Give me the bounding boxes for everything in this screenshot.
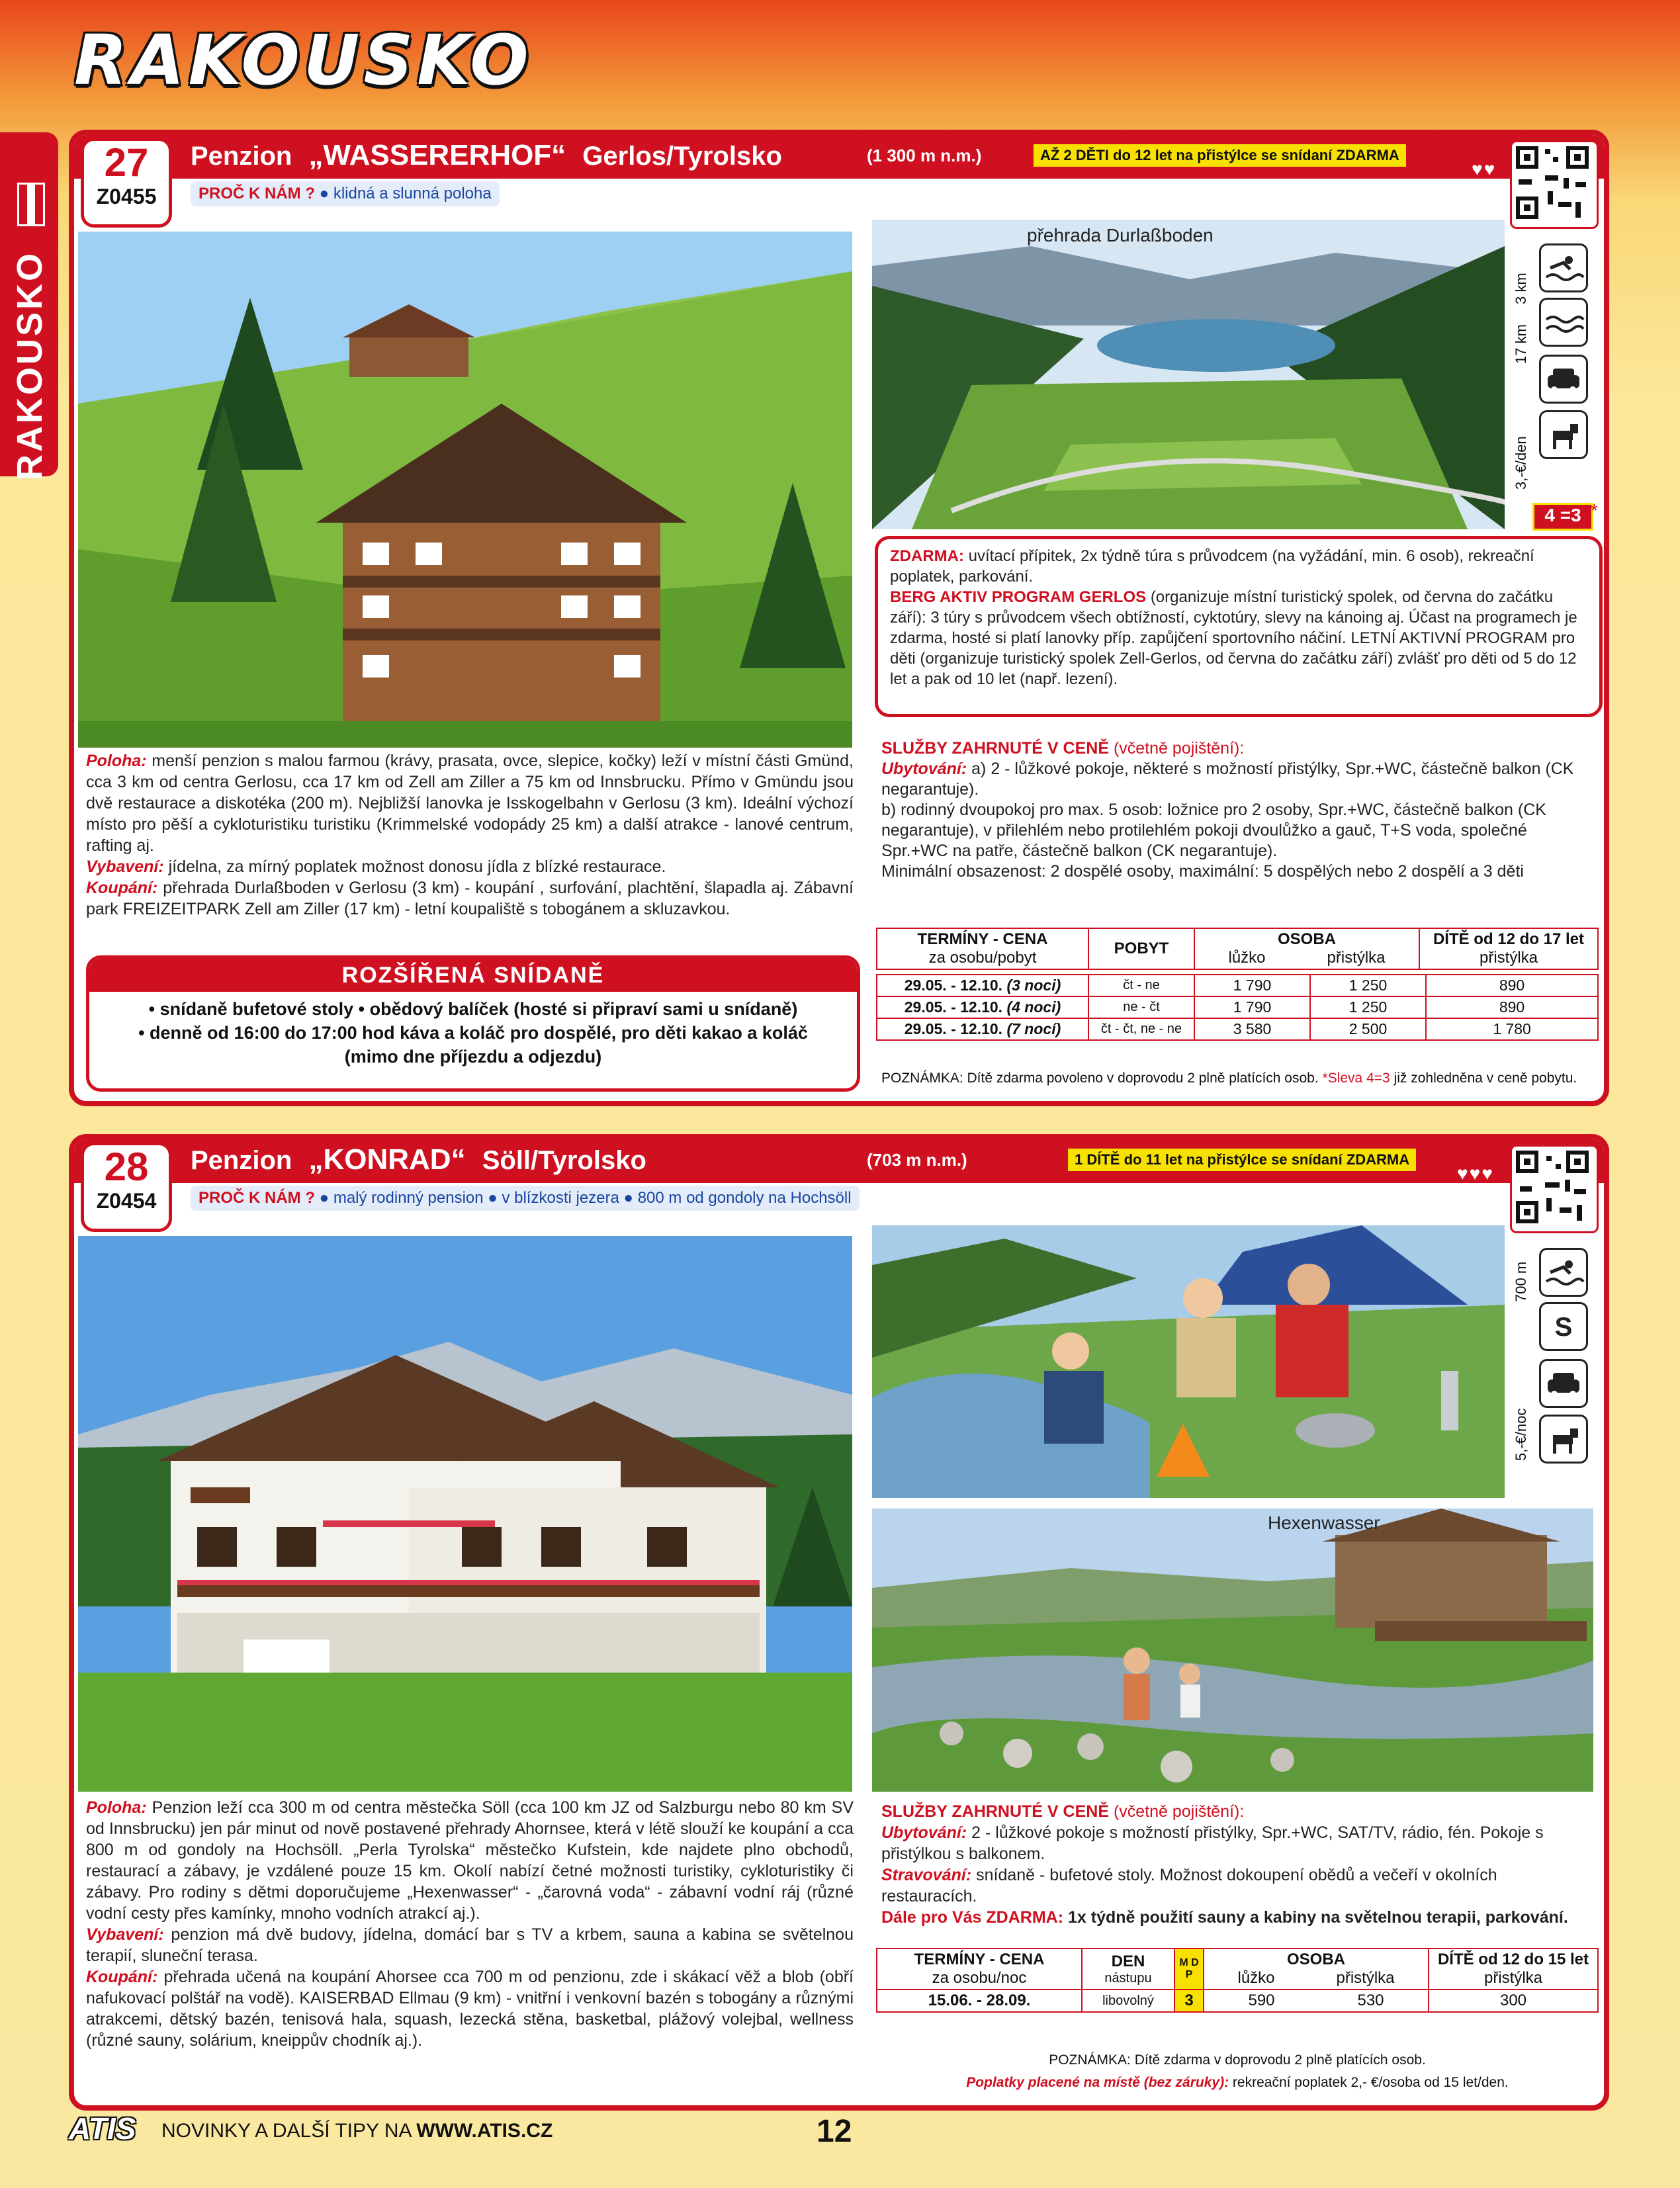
poloha-text: Penzion leží cca 300 m od centra městečka Söll (cca 100 km JZ od Salzburgu nebo 80 km SV od Innsbrucku) jen pár minut od nově postavené přehrady Ahornsee, která v létě slouží ke koupání a cca 800 m od gondoly na Hochsöll. „Perla Tyrolska“ městečko Kufstein, kde najdete plno obchodů, restaurací a zábavy, je vzdálené pouze 15 km. Okolí nabízí četné možnosti turistiky, cykloturistiky či zábavy. Pro rodiny s dětmi doporučujeme „Hexenwasser“ - „čarovná voda“ - zábavní vodní ráj (různé vodní cesty přes kamínky, mnoho vodních atrakcí aj.).	[86, 1798, 854, 1923]
footer	[69, 2111, 1599, 2164]
row-mdp: 3	[1174, 1990, 1204, 2012]
stravovani-text: snídaně - bufetové stoly. Možnost dokoupení obědů a večeří v okolních restauracích.	[881, 1866, 1497, 1905]
row-pristylka: 1 250	[1310, 975, 1426, 996]
koupani-label: Koupání:	[86, 879, 158, 897]
parking-price-label: 5,-€/noc	[1513, 1408, 1529, 1461]
row-luzko: 1 790	[1194, 975, 1310, 996]
amenity-icons	[1505, 232, 1597, 543]
poloha-text: menší penzion s malou farmou (krávy, prasata, ovce, slepice, kočky) leží v místní části Gmünd, cca 3 km od centra Gerlosu, cca 17 km od Zell am Ziller a 75 km od Innsbrucku. Přímo v Gmündu jsou dvě restaurace a diskotéka (200 m). Nejbližší lanovka je Isskogelbahn v Gerlosu (3 km). Ideální výchozí místo pro pěší a cykloturistiku turistiku (Krimmelské vodopády 25 km) a další atrakce - lanové centrum, rafting aj.	[86, 752, 854, 855]
ubytovani-text: 2 - lůžkové pokoje s možností přistýlky, Spr.+WC, SAT/TV, rádio, fén. Pokoje s přistýlkou s balkonem.	[881, 1823, 1544, 1863]
hotel-photo	[78, 1236, 852, 1792]
col-den-sub: nástupu	[1104, 1970, 1152, 1986]
altitude: (703 m n.m.)	[867, 1150, 967, 1170]
row-nights: (3 noci)	[1006, 977, 1061, 994]
hotel-name: „KONRAD“	[308, 1143, 466, 1176]
zdarma-text: uvítací přípitek, 2x týdně túra s průvodcem (na vyžádání, min. 6 osob), rekreační poplatek, parkování.	[890, 547, 1534, 586]
zdarma-label: ZDARMA:	[890, 547, 964, 565]
offer-number-box	[81, 138, 172, 228]
services-title: SLUŽBY ZAHRNUTÉ V CENĚ	[881, 739, 1110, 758]
breakfast-lines	[89, 992, 857, 1069]
col-osoba: OSOBA	[1277, 930, 1336, 948]
row-pristylka: 530	[1357, 1991, 1384, 2009]
row-term: 15.06. - 28.09.	[877, 1990, 1082, 2012]
row-pristylka: 1 250	[1310, 996, 1426, 1018]
svg-text:S: S	[1554, 1313, 1573, 1342]
hotel-prefix: Penzion	[191, 142, 292, 171]
offer-number: 27	[104, 140, 149, 185]
atis-logo: ATIS	[69, 2111, 136, 2146]
row-term: 29.05. - 12.10.	[904, 998, 1003, 1016]
footer-text: NOVINKY A DALŠÍ TIPY NA	[161, 2120, 411, 2142]
rating-hearts: ♥♥	[1472, 159, 1497, 179]
koupani-text: přehrada učená na koupání Ahorsee cca 700 m od penzionu, zde i skákací věž a blob (obří nafukovací polštář na vodě). KAISERBAD Ellmau (9 km) - vnitřní i venkovní bazén s tobogány a různými atrakcemi, dětský bazén, tenisová hala, squash, lezecká stěna, basketbal, plážový volejbal, wellness (různé sauny, solárium, kneippův chodník aj.).	[86, 1968, 854, 2050]
vybaveni-label: Vybavení:	[86, 857, 164, 876]
altitude: (1 300 m n.m.)	[867, 146, 982, 165]
hotel-name: „WASSERERHOF“	[308, 139, 566, 171]
row-pobyt: ne - čt	[1088, 996, 1194, 1018]
free-extras-text	[890, 546, 1585, 689]
breakfast-line: • snídaně bufetové stoly • obědový balíček (hosté si připraví sami u snídaně)	[148, 999, 798, 1019]
price-table-wrap	[876, 928, 1599, 1041]
poloha-label: Poloha:	[86, 752, 147, 770]
col-term-sub: za osobu/noc	[932, 1969, 1027, 1987]
col-luzko: lůžko	[1228, 949, 1266, 967]
description-left	[86, 750, 854, 920]
row-luzko: 1 790	[1194, 996, 1310, 1018]
fees-label: Poplatky placené na místě (bez záruky):	[966, 2075, 1229, 2090]
breakfast-line: • denně od 16:00 do 17:00 hod káva a koláč pro dospělé, pro děti kakao a koláč	[138, 1023, 808, 1043]
services-note: (včetně pojištění):	[1113, 1802, 1245, 1821]
koupani-text: přehrada Durlaßboden v Gerlosu (3 km) - koupání , surfování, plachtění, šlapadla aj. Zábavní park FREIZEITPARK Zell am Ziller (17 km) - letní koupaliště s tobogánem a skluzavkou.	[86, 879, 854, 918]
distance-beach-label: 3 km	[1513, 273, 1529, 304]
austria-flag-icon	[17, 183, 45, 226]
vybaveni-label: Vybavení:	[86, 1925, 164, 1944]
sauna-icon	[1539, 1302, 1588, 1351]
breakfast-box	[86, 955, 860, 1092]
services-note: (včetně pojištění):	[1113, 739, 1245, 758]
distance-beach-label: 700 m	[1513, 1261, 1529, 1302]
price-table-body	[876, 974, 1599, 1041]
swimming-icon	[1539, 243, 1588, 292]
berg-text: (organizuje místní turistický spolek, od června do začátku září): 3 túry s průvodcem všech obtížností, cyktotúry, slevy na kánoing aj. Účast na programech je zdarma, hosté si platí lanovky příp. zapůjčení sportovního náčiní. LETNÍ AKTIVNÍ PROGRAM pro děti (organizuje turistický spolek Zell-Gerlos, od června do začátku září) zvlášť pro děti od 5 do 12 let a pak od 10 let (např. lezení).	[890, 588, 1577, 688]
footer-url[interactable]: WWW.ATIS.CZ	[416, 2120, 553, 2142]
row-luzko: 3 580	[1194, 1018, 1310, 1040]
col-deti: DÍTĚ od 12 do 17 let	[1433, 930, 1585, 948]
col-term: TERMÍNY - CENA	[914, 1950, 1045, 1968]
col-den: DEN	[1111, 1952, 1145, 1970]
row-term: 29.05. - 12.10.	[904, 1020, 1003, 1037]
fees-note	[876, 2075, 1599, 2091]
why-us-bar	[191, 1186, 860, 1211]
lake-photo	[872, 220, 1505, 529]
qr-code-icon[interactable]	[1510, 140, 1599, 229]
why-us-items: ● klidná a slunná poloha	[319, 185, 492, 202]
table-note: POZNÁMKA: Dítě zdarma v doprovodu 2 plně platících osob.	[1049, 2052, 1426, 2068]
row-dite: 1 780	[1426, 1018, 1598, 1040]
price-table	[876, 928, 1599, 970]
why-us-label: PROČ K NÁM ?	[199, 185, 315, 202]
hotel-photo	[78, 232, 852, 748]
pool-icon	[1539, 298, 1588, 347]
price-table	[876, 1948, 1599, 2013]
col-luzko: lůžko	[1237, 1969, 1275, 1987]
dale-label: Dále pro Vás ZDARMA:	[881, 1908, 1064, 1927]
amenity-icons	[1505, 1236, 1597, 1501]
hexenwasser-caption: Hexenwasser	[1268, 1512, 1380, 1533]
offer-code: Z0454	[96, 1189, 157, 1213]
col-pobyt: POBYT	[1088, 928, 1194, 969]
occupancy: Minimální obsazenost: 2 dospělé osoby, maximální: 5 dospělých nebo 2 dospělí a 3 děti	[881, 862, 1524, 881]
row-dite: 300	[1429, 1990, 1598, 2012]
row-den: libovolný	[1082, 1990, 1174, 2012]
note-discount: *Sleva 4=3	[1322, 1071, 1390, 1086]
col-term-sub: za osobu/pobyt	[928, 949, 1037, 967]
hotel-prefix: Penzion	[191, 1146, 292, 1175]
hotel-title	[191, 1143, 646, 1176]
breakfast-line: (mimo dne příjezdu a odjezdu)	[344, 1047, 602, 1067]
col-osoba: OSOBA	[1286, 1950, 1345, 1968]
koupani-label: Koupání:	[86, 1968, 158, 1986]
rating-hearts: ♥♥♥	[1457, 1163, 1494, 1184]
berg-label: BERG AKTIV PROGRAM GERLOS	[890, 588, 1147, 606]
services-block	[881, 1801, 1596, 1928]
row-nights: (7 nocí)	[1006, 1020, 1061, 1037]
footer-promo	[161, 2120, 553, 2142]
offer-card-konrad	[69, 1134, 1609, 2111]
discount-star: *	[1591, 500, 1598, 521]
col-deti-sub: přistýlka	[1483, 1969, 1543, 1987]
promo-badge: AŽ 2 DĚTI do 12 let na přistýlce se snídaní ZDARMA	[1032, 143, 1407, 168]
col-deti: DÍTĚ od 12 do 15 let	[1437, 1950, 1589, 1968]
col-pristylka: přistýlka	[1336, 1969, 1395, 1987]
col-pristylka: přistýlka	[1327, 949, 1386, 967]
vybaveni-text: jídelna, za mírný poplatek možnost donosu jídla z blízké restaurace.	[168, 857, 666, 876]
services-block	[881, 738, 1596, 882]
table-row	[877, 975, 1598, 996]
vybaveni-text: penzion má dvě budovy, jídelna, domácí bar s TV a krbem, sauna a kabina se světelnou terapií, sluneční terasa.	[86, 1925, 854, 1965]
qr-code-icon[interactable]	[1510, 1145, 1599, 1233]
table-row	[877, 1990, 1598, 2012]
col-deti-sub: přistýlka	[1479, 949, 1538, 967]
side-tab-label: RAKOUSKO	[10, 250, 50, 480]
row-nights: (4 noci)	[1006, 998, 1061, 1016]
dale-text: 1x týdně použití sauny a kabiny na světelnou terapii, parkování.	[1068, 1908, 1568, 1927]
row-term: 29.05. - 12.10.	[904, 977, 1003, 994]
promo-badge: 1 DÍTĚ do 11 let na přistýlce se snídaní ZDARMA	[1067, 1147, 1417, 1172]
ubytovani-a: a) 2 - lůžkové pokoje, některé s možností přistýlky, Spr.+WC, částečně balkon (CK negarantuje).	[881, 760, 1574, 799]
price-table-wrap	[876, 1948, 1599, 2013]
stravovani-label: Stravování:	[881, 1866, 972, 1884]
services-title: SLUŽBY ZAHRNUTÉ V CENĚ	[881, 1802, 1110, 1821]
row-dite: 890	[1426, 996, 1598, 1018]
dog-allowed-icon	[1539, 410, 1588, 459]
page-number: 12	[817, 2114, 852, 2149]
country-side-tab	[0, 132, 58, 480]
table-note	[881, 1071, 1596, 1086]
car-parking-icon	[1539, 355, 1588, 404]
table-row	[877, 1018, 1598, 1040]
col-mdp: M D P	[1174, 1948, 1204, 1990]
why-us-bar	[191, 181, 500, 206]
page-title: RAKOUSKO	[74, 20, 533, 101]
ubytovani-label: Ubytování:	[881, 760, 967, 778]
hotel-title	[191, 139, 782, 172]
fees-text: rekreační poplatek 2,- €/osoba od 15 let/den.	[1232, 2075, 1509, 2090]
hotel-location: Gerlos/Tyrolsko	[582, 142, 782, 171]
note-text: POZNÁMKA: Dítě zdarma povoleno v doprovodu 2 plně platících osob.	[881, 1071, 1319, 1086]
why-us-label: PROČ K NÁM ?	[199, 1189, 315, 1207]
distance-pool-label: 17 km	[1513, 324, 1529, 364]
car-parking-icon	[1539, 1359, 1588, 1408]
breakfast-title: ROZŠÍŘENÁ SNÍDANĚ	[89, 959, 857, 992]
row-luzko: 590	[1248, 1991, 1275, 2009]
table-row	[877, 996, 1598, 1018]
row-pobyt: čt - čt, ne - ne	[1088, 1018, 1194, 1040]
why-us-items: ● malý rodinný pension ● v blízkosti jezera ● 800 m od gondoly na Hochsöll	[319, 1189, 852, 1207]
ubytovani-b: b) rodinný dvoupokoj pro max. 5 osob: ložnice pro 2 osoby, Spr.+WC, částečně balkon (CK negarantuje), v přilehlém nebo protilehlém pokoji dvoulůžko a gauč, T+S voda, společné Spr.+WC na patře, částečně balkon (CK negarantuje).	[881, 801, 1546, 860]
swimming-icon	[1539, 1248, 1588, 1297]
offer-code: Z0455	[96, 185, 157, 208]
lake-photo-caption: přehrada Durlaßboden	[1027, 225, 1214, 245]
offer-number-box	[81, 1142, 172, 1232]
row-dite: 890	[1426, 975, 1598, 996]
ubytovani-label: Ubytování:	[881, 1823, 967, 1842]
offer-card-wassererhof	[69, 130, 1609, 1106]
row-pristylka: 2 500	[1310, 1018, 1426, 1040]
offer-number: 28	[104, 1145, 149, 1189]
row-osoba	[1204, 1990, 1429, 2012]
parking-price-label: 3,-€/den	[1513, 436, 1529, 490]
hotel-location: Söll/Tyrolsko	[482, 1146, 646, 1175]
description-left	[86, 1797, 854, 2051]
row-pobyt: čt - ne	[1088, 975, 1194, 996]
hexenwasser-photo	[872, 1509, 1593, 1792]
poloha-label: Poloha:	[86, 1798, 147, 1817]
col-term: TERMÍNY - CENA	[917, 930, 1048, 948]
family-photo	[872, 1225, 1505, 1498]
discount-badge: 4 =3	[1532, 503, 1593, 531]
free-extras-box	[875, 536, 1603, 717]
note-end: již zohledněna v ceně pobytu.	[1393, 1071, 1577, 1086]
dog-allowed-icon	[1539, 1415, 1588, 1464]
